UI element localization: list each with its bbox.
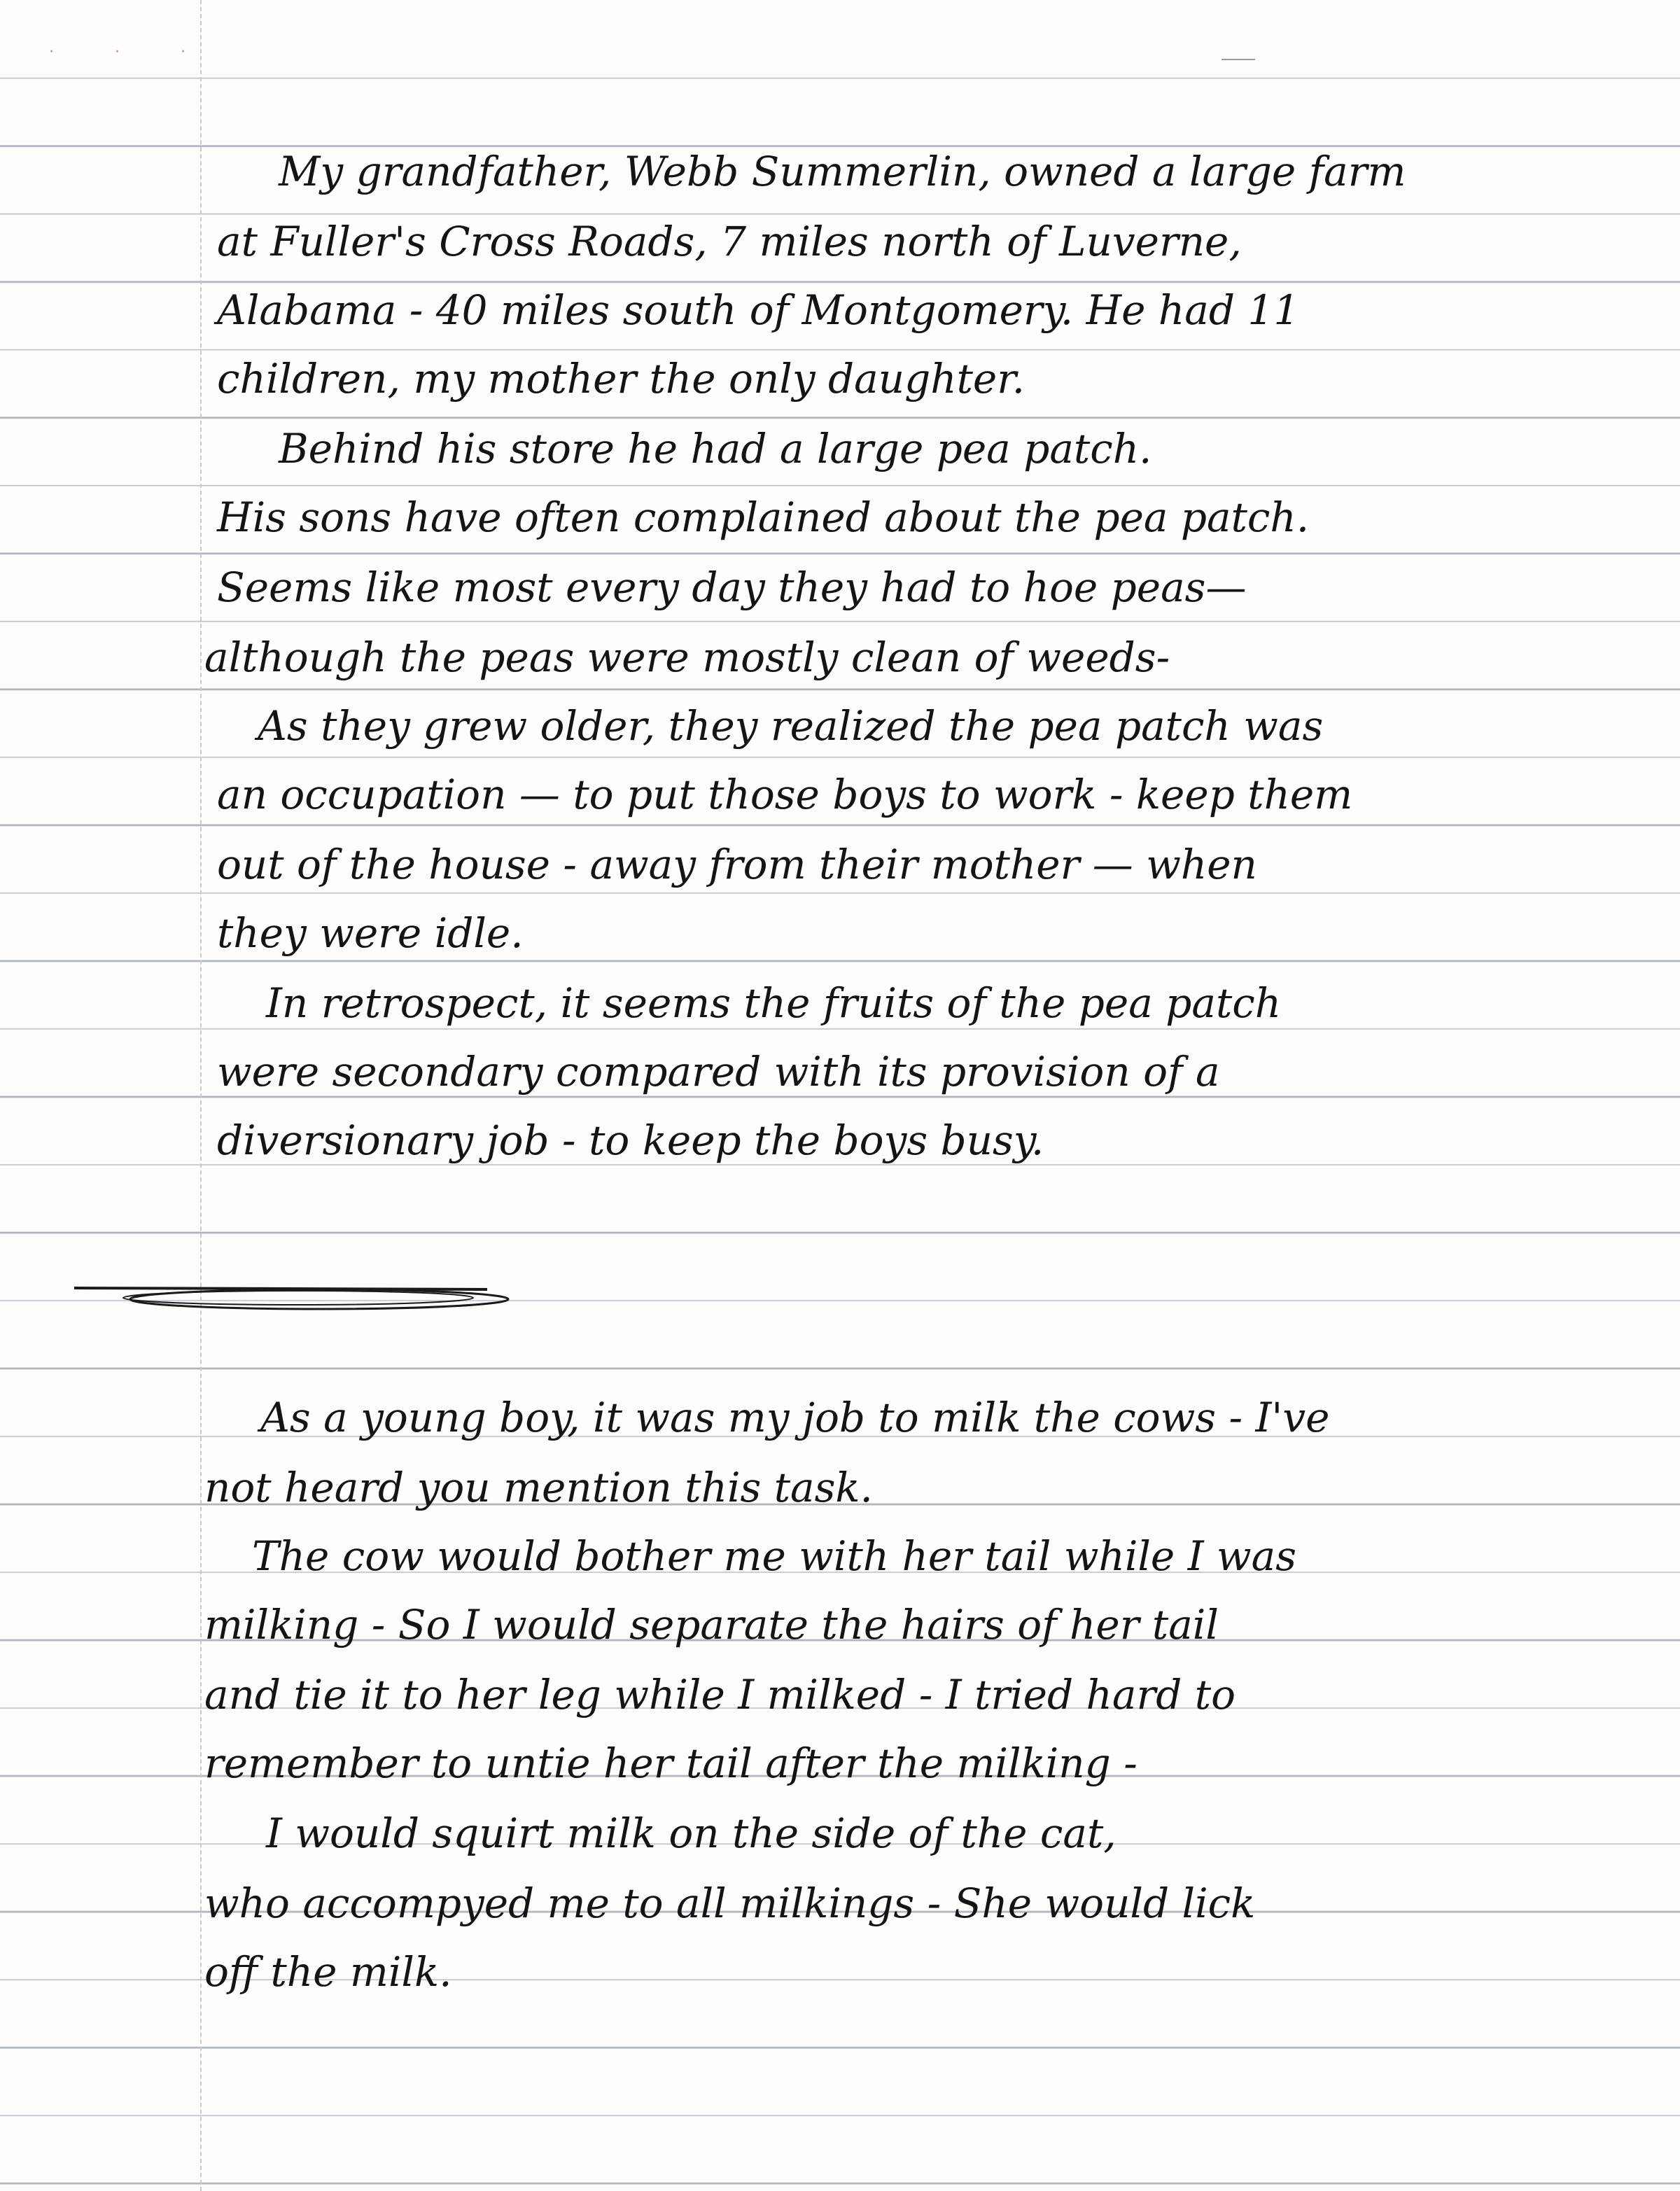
handwritten-line: out of the house - away from their mother — when: [217, 841, 1257, 888]
handwritten-line: My grandfather, Webb Summerlin, owned a large farm: [279, 148, 1406, 195]
handwritten-line: In retrospect, it seems the fruits of the pea patch: [266, 979, 1282, 1027]
handwritten-line: off the milk.: [204, 1948, 452, 1996]
handwritten-line: and tie it to her leg while I milked - I tried hard to: [204, 1671, 1236, 1718]
scribble-divider: [67, 1274, 515, 1316]
handwritten-line: at Fuller's Cross Roads, 7 miles north of Luverne,: [217, 218, 1242, 265]
handwritten-line: remember to untie her tail after the milking -: [204, 1740, 1138, 1787]
handwritten-line: The cow would bother me with her tail while I was: [252, 1532, 1297, 1580]
handwritten-line: Behind his store he had a large pea patch.: [279, 425, 1152, 472]
handwritten-line: milking - So I would separate the hairs of her tail: [204, 1601, 1219, 1648]
left-margin-rule: [200, 0, 202, 2191]
handwritten-line: although the peas were mostly clean of weeds-: [204, 634, 1170, 681]
handwritten-line: who accompyed me to all milkings - She would lick: [204, 1879, 1256, 1927]
handwritten-line: Seems like most every day they had to hoe peas—: [217, 564, 1247, 611]
handwritten-line: diversionary job - to keep the boys busy.: [217, 1116, 1044, 1164]
handwritten-line: not heard you mention this task.: [204, 1464, 873, 1511]
handwritten-line: they were idle.: [217, 909, 524, 957]
paper-specks: · · ·: [49, 43, 214, 61]
handwritten-line: As they grew older, they realized the pea patch was: [258, 702, 1324, 750]
handwritten-line: As a young boy, it was my job to milk the cows - I've: [260, 1394, 1330, 1441]
handwritten-line: His sons have often complained about the pea patch.: [217, 493, 1310, 541]
handwritten-line: an occupation — to put those boys to work - keep them: [217, 771, 1353, 818]
handwritten-line: children, my mother the only daughter.: [217, 355, 1026, 402]
handwritten-line: were secondary compared with its provision of a: [217, 1048, 1220, 1096]
handwritten-line: I would squirt milk on the side of the cat,: [266, 1809, 1116, 1857]
handwritten-line: Alabama - 40 miles south of Montgomery. He had 11: [217, 286, 1300, 334]
top-dash-mark: [1222, 59, 1255, 60]
